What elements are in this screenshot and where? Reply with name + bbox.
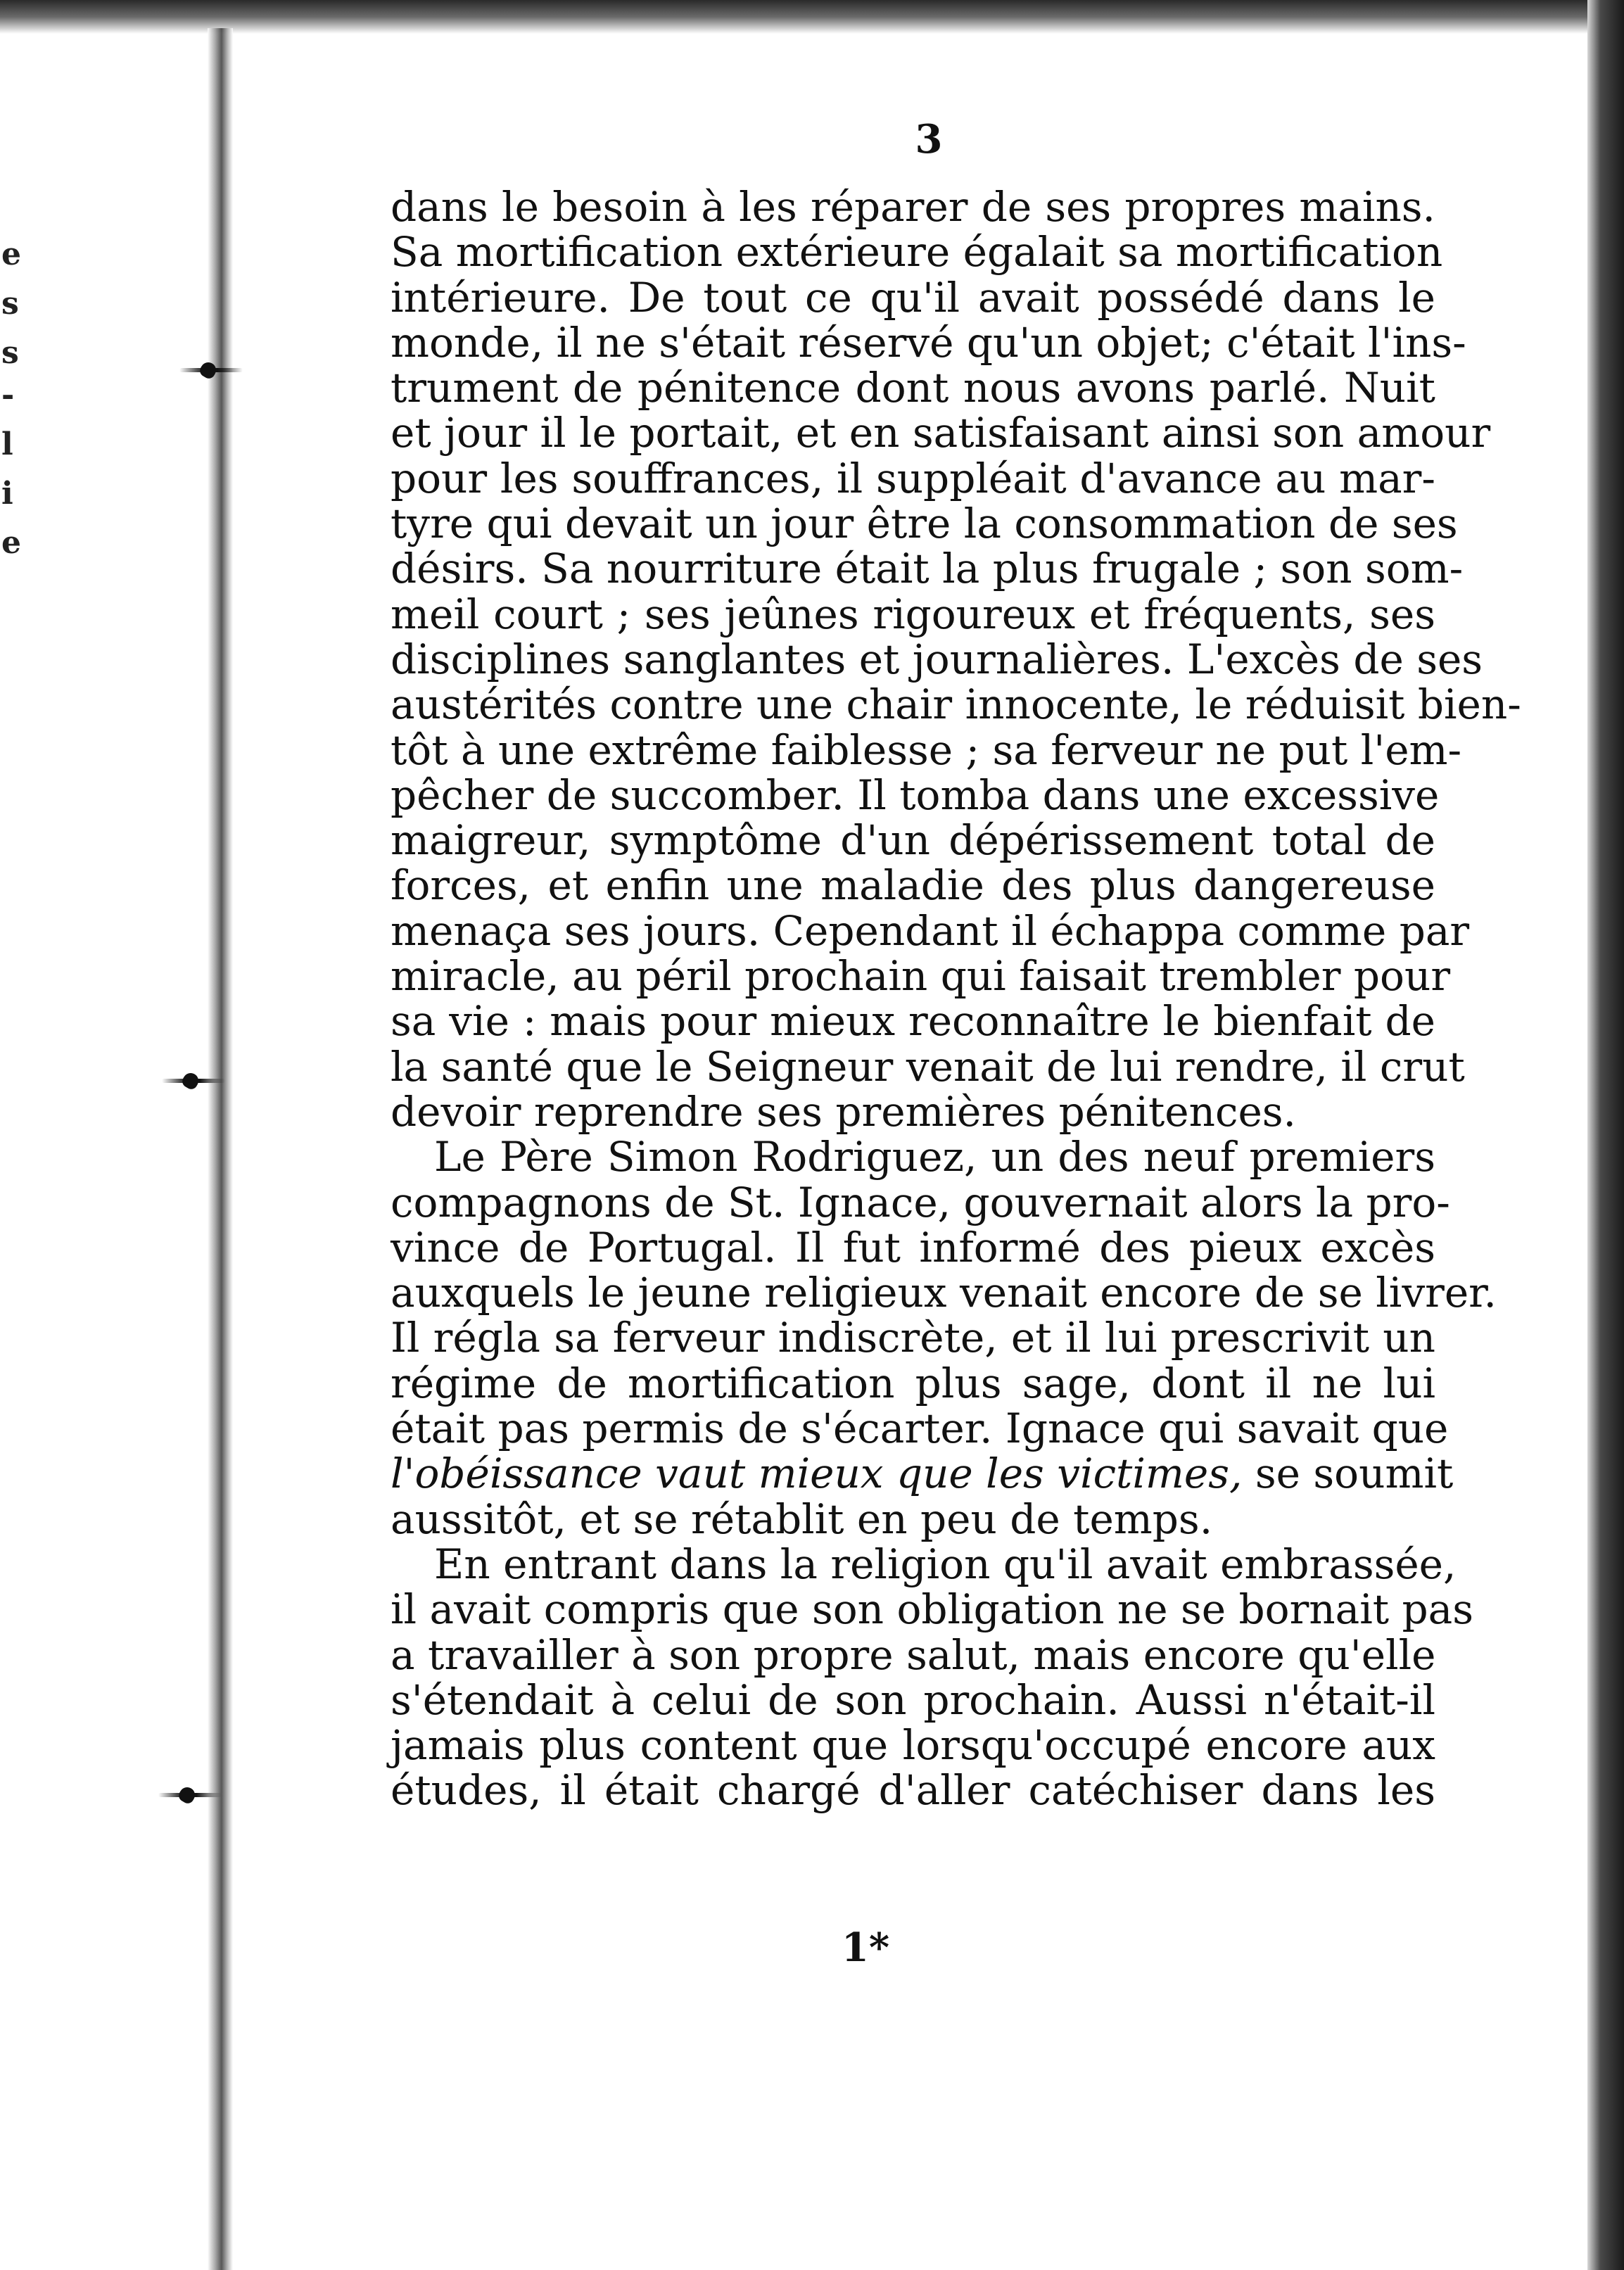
text-line-with-quote — [391, 1450, 1454, 1498]
facing-page-fragment: e — [1, 525, 21, 561]
text-line: auxquels le jeune religieux venait encore de se livrer. — [391, 1269, 1497, 1317]
text-line: jamais plus content que lorsqu'occupé encore aux — [391, 1721, 1435, 1770]
facing-page-fragment: l — [1, 426, 13, 462]
page-number: 3 — [915, 116, 943, 163]
text-line: pour les souffrances, il suppléait d'avance au mar- — [391, 454, 1435, 502]
facing-page-fragment: e — [1, 236, 21, 272]
text-line: pêcher de succomber. Il tomba dans une excessive — [391, 771, 1440, 819]
text-line: Sa mortification extérieure égalait sa mortification — [391, 228, 1443, 277]
text-line: était pas permis de s'écarter. Ignace qui savait que — [391, 1405, 1449, 1453]
body-text — [391, 183, 1521, 1815]
text-line: il avait compris que son obligation ne se bornait pas — [391, 1585, 1474, 1634]
paragraph-start-line: En entrant dans la religion qu'il avait embrassée, — [434, 1540, 1457, 1588]
text-line: maigreur, symptôme d'un dépérissement total de — [391, 816, 1435, 865]
text-line: désirs. Sa nourriture était la plus frugale ; son som- — [391, 545, 1464, 593]
text-line: la santé que le Seigneur venait de lui rendre, il crut — [391, 1042, 1465, 1091]
text-line: devoir reprendre ses premières pénitences. — [391, 1087, 1296, 1136]
text-line: austérités contre une chair innocente, le réduisit bien- — [391, 680, 1521, 729]
text-line: tyre qui devait un jour être la consommation de ses — [391, 500, 1458, 548]
text-line: aussitôt, et se rétablit en peu de temps. — [391, 1495, 1213, 1543]
text-fragment: se soumit — [1255, 1450, 1454, 1498]
scan-right-border — [1587, 0, 1624, 2270]
binding-stitch — [179, 362, 243, 378]
italic-quote: l'obéissance vaut mieux que les victimes, — [391, 1450, 1243, 1498]
facing-page-fragment: i — [1, 476, 13, 512]
paragraph-start-line: Le Père Simon Rodriguez, un des neuf premiers — [434, 1133, 1435, 1181]
facing-page-fragment: s — [1, 286, 19, 322]
text-line: monde, il ne s'était réservé qu'un objet; c'était l'ins- — [391, 318, 1466, 367]
text-line: vince de Portugal. Il fut informé des pieux excès — [391, 1223, 1435, 1272]
text-line: forces, et enfin une maladie des plus dangereuse — [391, 861, 1435, 910]
text-line: compagnons de St. Ignace, gouvernait alors la pro- — [391, 1178, 1450, 1226]
text-line: trument de pénitence dont nous avons parlé. Nuit — [391, 364, 1435, 412]
text-line: a travailler à son propre salut, mais encore qu'elle — [391, 1630, 1436, 1679]
text-line: menaça ses jours. Cependant il échappa comme par — [391, 906, 1470, 955]
text-line: études, il était chargé d'aller catéchiser dans les — [391, 1766, 1435, 1815]
facing-page-edge — [0, 0, 42, 2270]
text-line: miracle, au péril prochain qui faisait trembler pour — [391, 952, 1451, 1001]
signature-mark: 1* — [841, 1925, 890, 1971]
text-line: Il régla sa ferveur indiscrète, et il lui prescrivit un — [391, 1314, 1435, 1362]
text-line: sa vie : mais pour mieux reconnaître le bienfait de — [391, 997, 1435, 1046]
text-line: tôt à une extrême faiblesse ; sa ferveur ne put l'em- — [391, 725, 1462, 774]
text-line: s'étendait à celui de son prochain. Aussi n'était-il — [391, 1675, 1435, 1724]
text-line: meil court ; ses jeûnes rigoureux et fréquents, ses — [391, 590, 1435, 638]
text-line: et jour il le portait, et en satisfaisant ainsi son amour — [391, 409, 1491, 457]
facing-page-fragment: s — [1, 335, 19, 371]
binding-stitch — [162, 1073, 225, 1089]
text-line: dans le besoin à les réparer de ses propres mains. — [391, 183, 1435, 231]
scan-top-border — [0, 0, 1624, 34]
text-line: disciplines sanglantes et journalières. L'excès de ses — [391, 635, 1483, 683]
text-line: régime de mortification plus sage, dont il ne lui — [391, 1359, 1435, 1407]
facing-page-fragment: - — [1, 377, 15, 413]
text-line: intérieure. De tout ce qu'il avait possédé dans le — [391, 273, 1435, 322]
binding-stitch — [158, 1787, 222, 1803]
